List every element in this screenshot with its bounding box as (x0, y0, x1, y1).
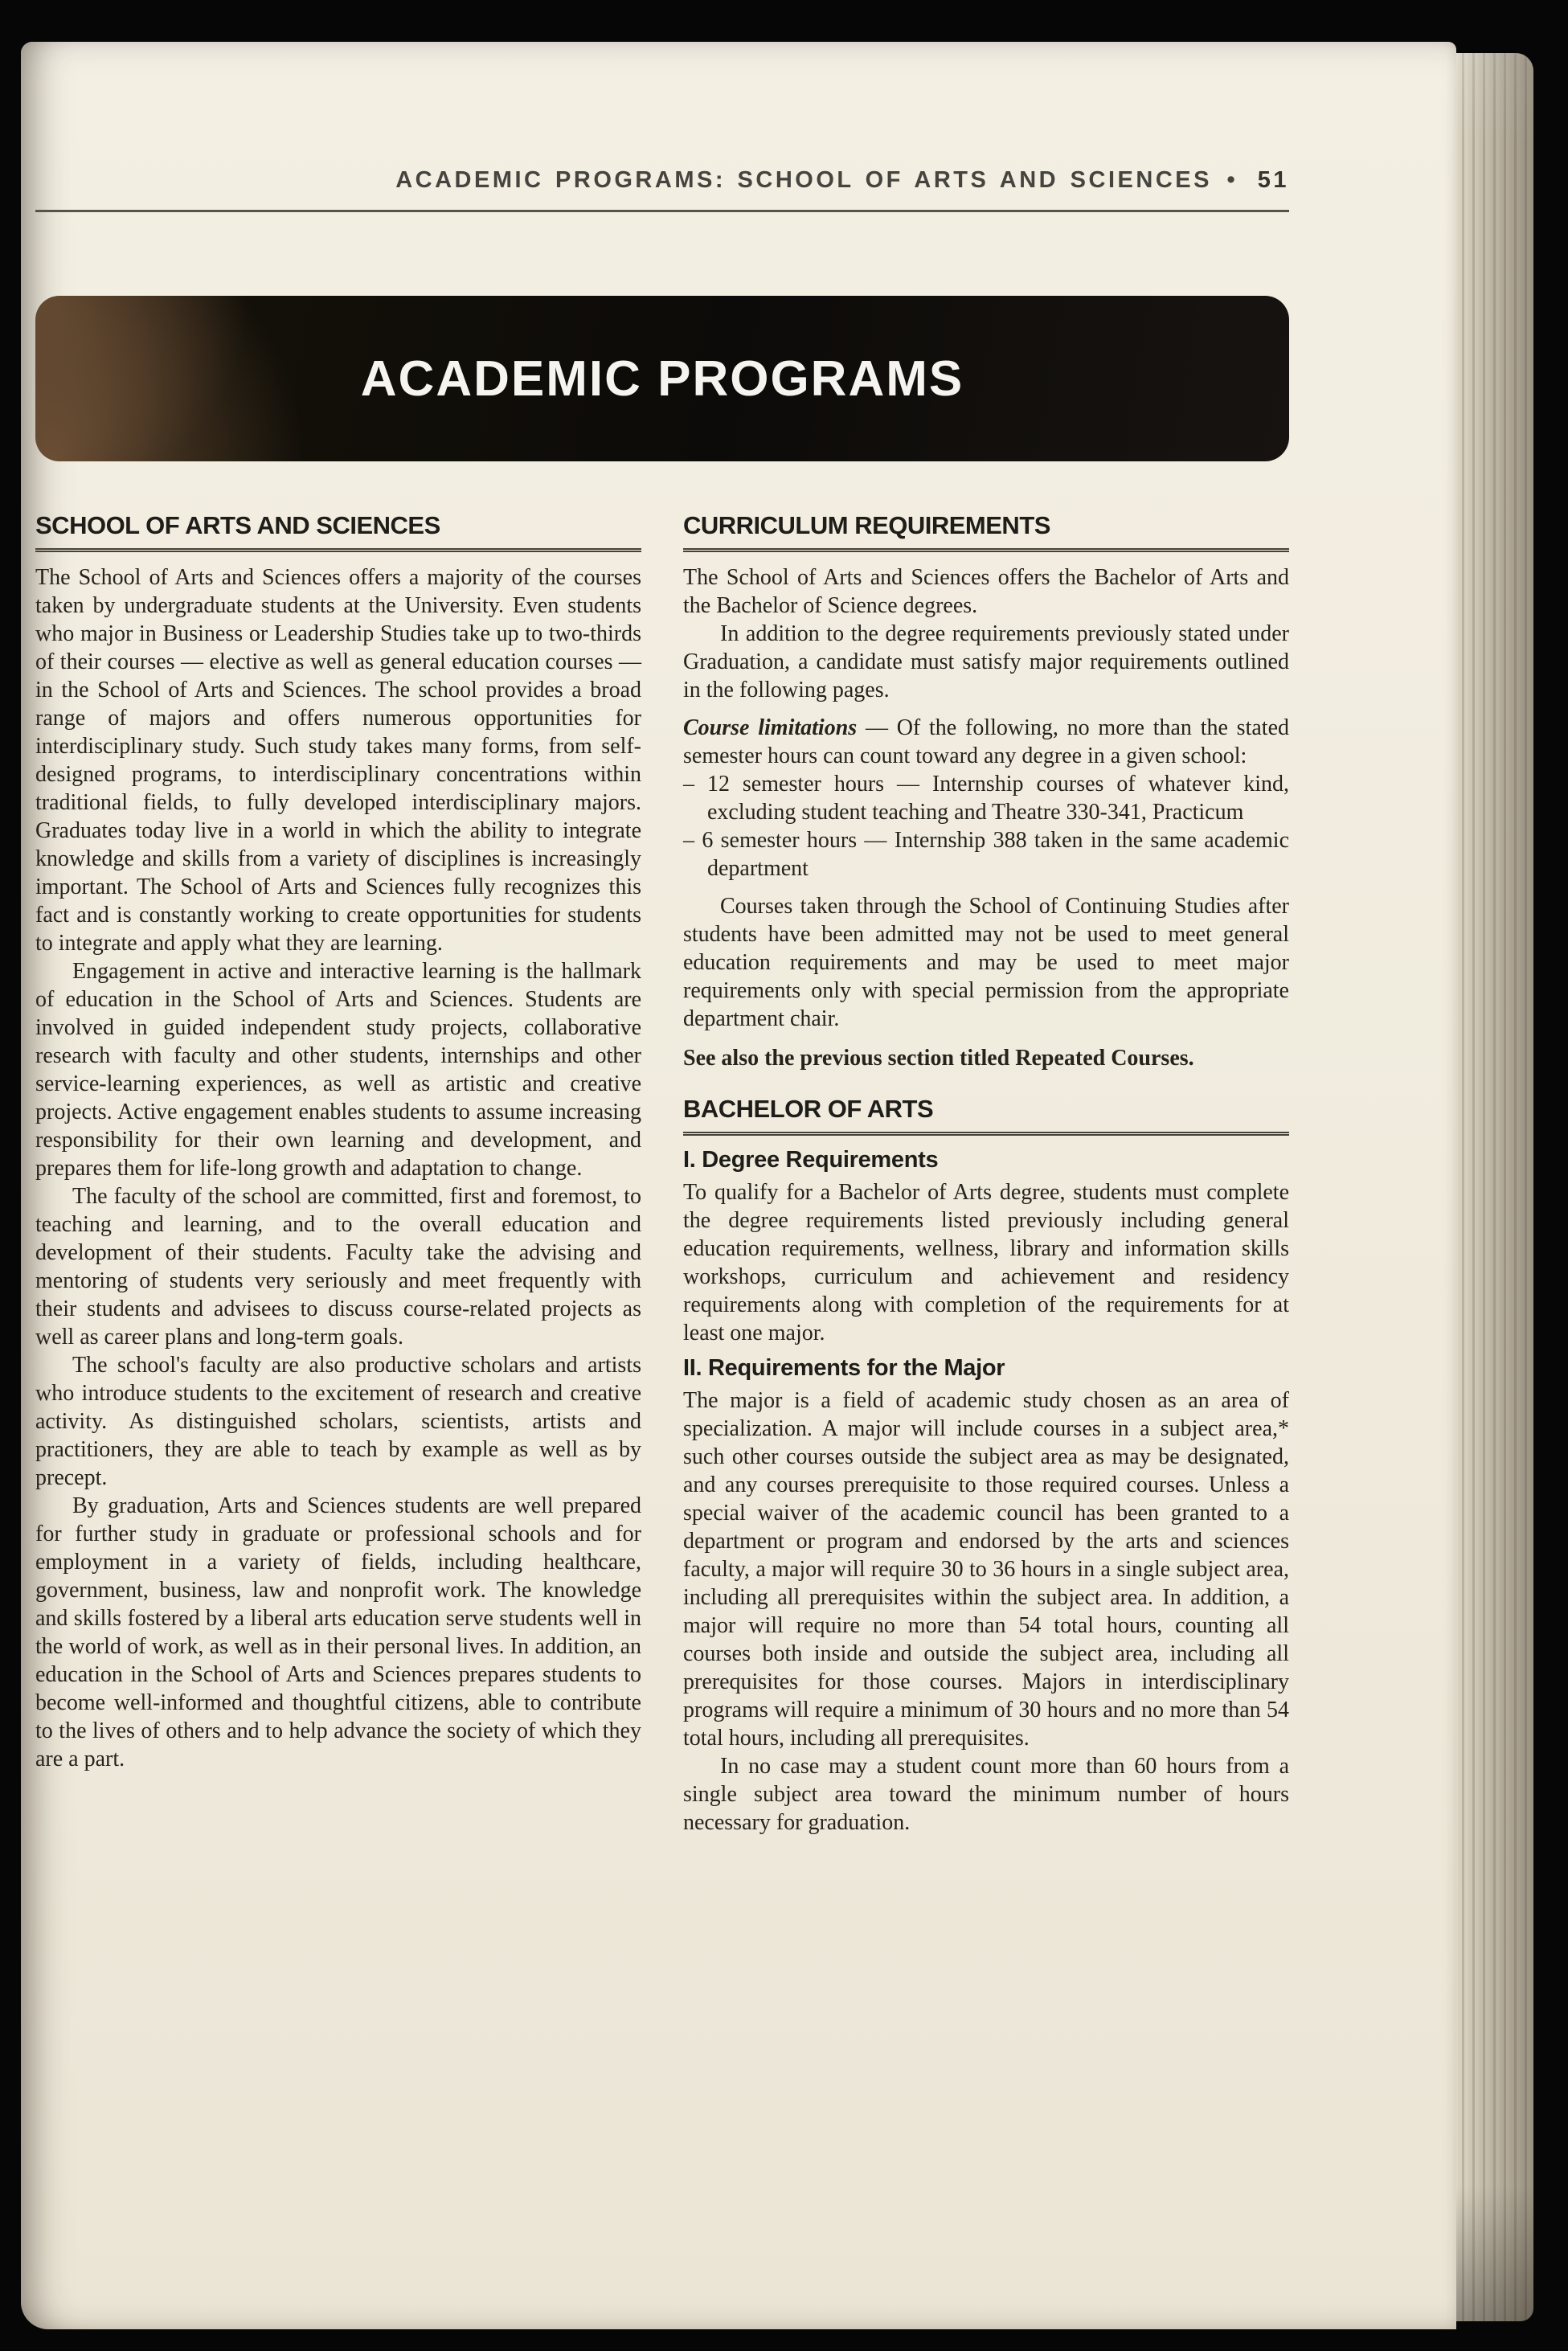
body-paragraph: In addition to the degree requirements previously stated under Graduation, a candidate must satisfy major requirements outlined in the following pages. (683, 621, 1289, 702)
left-column (35, 511, 641, 1837)
continuing-studies-paragraph: Courses taken through the School of Continuing Studies after students have been admitted may not be used to meet general education requirements and may be used to meet major requirements only with special permission from the appropriate department chair. (683, 894, 1289, 1031)
header-bullet: • (1226, 167, 1238, 193)
catalog-page (21, 42, 1456, 2329)
body-paragraph: The faculty of the school are committed, first and foremost, to teaching and learning, and to the overall education and development of their students. Faculty take the advising and mentoring of students very seriously and meet frequently with their students and advisees to discuss course-related projects as well as career plans and long-term goals. (35, 1184, 641, 1350)
right-column (683, 511, 1289, 1837)
course-limitations-paragraph (683, 714, 1289, 770)
course-limitations-lead: Course limitations (683, 715, 858, 740)
course-limitations-text: — Of the following, no more than the stated semester hours can count toward any degree in a given school: (683, 715, 1289, 768)
running-header-title: ACADEMIC PROGRAMS: SCHOOL OF ARTS AND SCIENCES (395, 167, 1212, 193)
heading-school-of-arts-and-sciences: SCHOOL OF ARTS AND SCIENCES (35, 511, 641, 552)
banner-title: ACADEMIC PROGRAMS (360, 350, 964, 407)
limitation-item: – 12 semester hours — Internship courses of whatever kind, excluding student teaching and Theatre 330-341, Practicum (683, 772, 1289, 825)
page-content (35, 42, 1289, 1837)
two-column-layout (35, 511, 1289, 1837)
body-paragraph: Engagement in active and interactive learning is the hallmark of education in the School of Arts and Sciences. Students are involved in guided independent study projects, collaborative research with faculty and other students, internships and other service-learning experiences, as well as artistic and creative projects. Active engagement enables students to assume increasing responsibility for their own learning and development, and prepares them for life-long growth and adaptation to change. (35, 959, 641, 1181)
header-rule (35, 210, 1289, 212)
body-paragraph: In no case may a student count more than 60 hours from a single subject area toward the minimum number of hours necessary for graduation. (683, 1754, 1289, 1835)
body-paragraph: The School of Arts and Sciences offers the Bachelor of Arts and the Bachelor of Science degrees. (683, 565, 1289, 618)
heading-bachelor-of-arts: BACHELOR OF ARTS (683, 1095, 1289, 1136)
body-paragraph: The major is a field of academic study chosen as an area of specialization. A major will include courses in a subject area,* such other courses outside the subject area as may be designated, and any courses prerequisite to those required courses. Unless a special waiver of the academic council has been granted to a department or program and endorsed by the arts and sciences faculty, a major will require 30 to 36 hours in a single subject area, including all prerequisites within the subject area. In addition, a major will require no more than 54 total hours, counting all courses both inside and outside the subject area, including all prerequisites for those courses. Majors in interdisciplinary programs will require a minimum of 30 hours and no more than 54 total hours, including all prerequisites. (683, 1388, 1289, 1751)
body-paragraph: To qualify for a Bachelor of Arts degree, students must complete the degree requirements listed previously including general education requirements, wellness, library and information skills workshops, curriculum and achievement and residency requirements along with completion of the requirements for at least one major. (683, 1180, 1289, 1345)
running-header (35, 167, 1289, 194)
page-number: 51 (1257, 167, 1289, 193)
limitation-item: – 6 semester hours — Internship 388 taken in the same academic department (683, 828, 1289, 881)
heading-curriculum-requirements: CURRICULUM REQUIREMENTS (683, 511, 1289, 552)
body-paragraph: The school's faculty are also productive scholars and artists who introduce students to the excitement of research and creative activity. As distinguished scholars, scientists, artists and practitioners, they are able to teach by example as well as by precept. (35, 1353, 641, 1490)
see-also-note: See also the previous section titled Repeated Courses. (683, 1046, 1194, 1071)
body-paragraph: By graduation, Arts and Sciences students are well prepared for further study in graduate or professional schools and for employment in a variety of fields, including healthcare, government, business, law and nonprofit work. The knowledge and skills fostered by a liberal arts education serve students well in the world of work, as well as in their personal lives. In addition, an education in the School of Arts and Sciences prepares students to become well-informed and thoughtful citizens, able to contribute to the lives of others and to help advance the society of which they are a part. (35, 1493, 641, 1771)
subheading-requirements-for-major: II. Requirements for the Major (683, 1355, 1005, 1381)
body-paragraph: The School of Arts and Sciences offers a majority of the courses taken by undergraduate students at the University. Even students who major in Business or Leadership Studies take up to two-thirds of their courses — elective as well as general education courses — in the School of Arts and Sciences. The school provides a broad range of majors and offers numerous opportunities for interdisciplinary study. Such study takes many forms, from self-designed programs, to interdisciplinary concentrations within traditional fields, to fully developed interdisciplinary majors. Graduates today live in a world in which the ability to integrate knowledge and skills from a variety of disciplines is increasingly important. The School of Arts and Sciences fully recognizes this fact and is constantly working to create opportunities for students to integrate and apply what they are learning. (35, 565, 641, 956)
section-banner (35, 296, 1289, 461)
subheading-degree-requirements: I. Degree Requirements (683, 1147, 939, 1173)
